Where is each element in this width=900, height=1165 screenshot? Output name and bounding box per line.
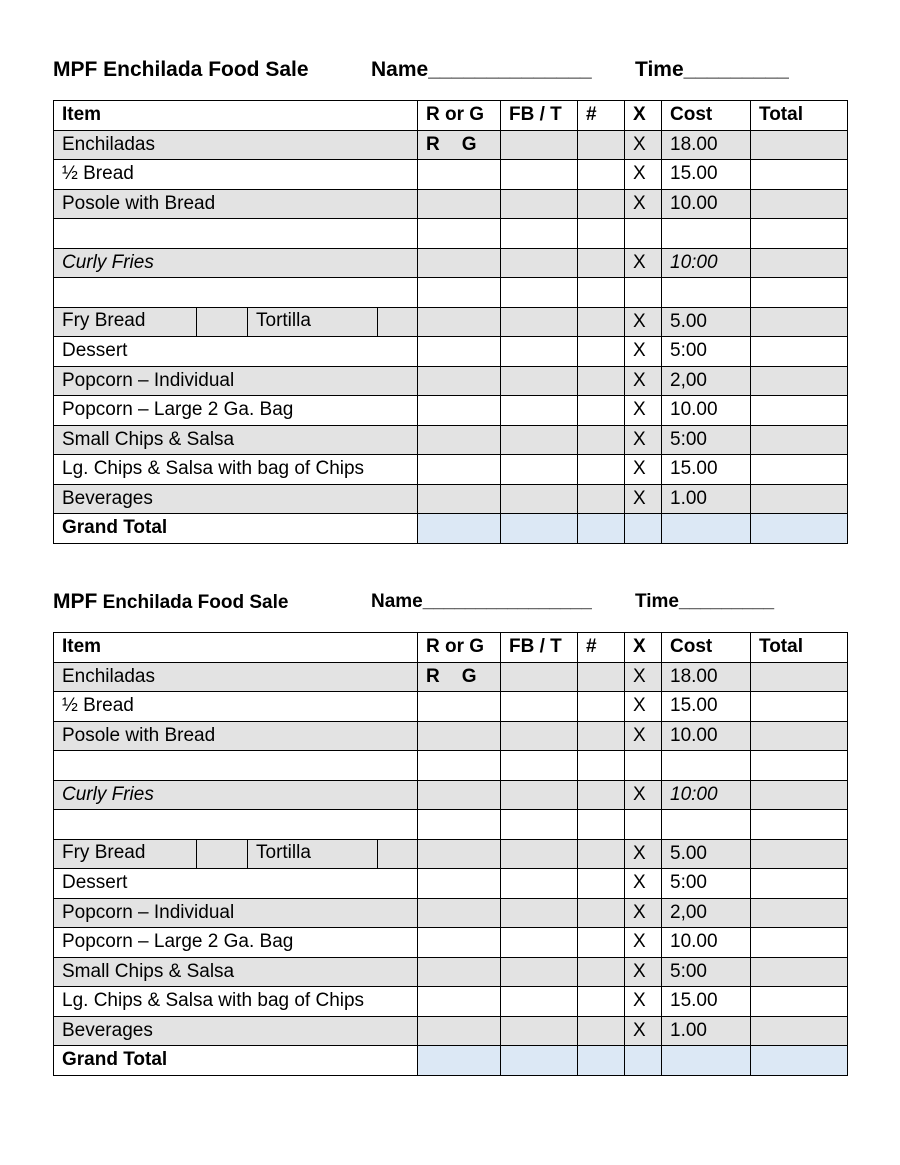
multiply-cell: X — [625, 662, 662, 692]
table-row — [54, 692, 848, 722]
multiply-cell: X — [625, 869, 662, 899]
cost-cell: 5:00 — [662, 425, 751, 455]
multiply-cell: X — [625, 396, 662, 426]
item-cell — [54, 219, 418, 249]
table-row — [54, 455, 848, 485]
total-cell[interactable] — [751, 987, 848, 1017]
table-row — [54, 189, 848, 219]
cost-cell: 15.00 — [662, 160, 751, 190]
quantity-cell[interactable] — [578, 455, 625, 485]
tortilla-qty-box[interactable] — [378, 840, 417, 868]
cost-cell — [662, 219, 751, 249]
quantity-cell[interactable] — [578, 1016, 625, 1046]
cost-cell: 5:00 — [662, 337, 751, 367]
column-header: Cost — [662, 101, 751, 131]
quantity-cell[interactable] — [578, 957, 625, 987]
r-or-g-cell[interactable] — [418, 839, 501, 869]
item-cell — [54, 307, 418, 337]
r-or-g-cell[interactable] — [418, 721, 501, 751]
grand-total-label: Grand Total — [54, 514, 418, 544]
tortilla-qty-box[interactable] — [378, 308, 417, 336]
item-cell: Beverages — [54, 484, 418, 514]
cost-cell — [662, 810, 751, 840]
cost-cell: 10:00 — [662, 780, 751, 810]
item-label: Fry Bread — [54, 840, 197, 868]
column-header: FB / T — [501, 633, 578, 663]
item-cell: Curly Fries — [54, 248, 418, 278]
total-cell[interactable] — [751, 366, 848, 396]
total-cell[interactable] — [751, 130, 848, 160]
r-or-g-cell[interactable] — [418, 307, 501, 337]
item-label: Fry Bread — [54, 308, 197, 336]
fb-t-cell[interactable] — [501, 396, 578, 426]
fb-t-cell[interactable] — [501, 898, 578, 928]
form-header — [53, 588, 847, 632]
grand-total-cell — [501, 514, 578, 544]
multiply-cell: X — [625, 189, 662, 219]
total-cell[interactable] — [751, 810, 848, 840]
fb-t-cell[interactable] — [501, 425, 578, 455]
total-cell[interactable] — [751, 692, 848, 722]
table-row — [54, 278, 848, 308]
cost-cell: 15.00 — [662, 987, 751, 1017]
cost-cell: 5:00 — [662, 869, 751, 899]
multiply-cell: X — [625, 455, 662, 485]
item-cell: Lg. Chips & Salsa with bag of Chips — [54, 455, 418, 485]
r-or-g-cell[interactable] — [418, 484, 501, 514]
fb-t-cell[interactable] — [501, 189, 578, 219]
table-row — [54, 396, 848, 426]
table-row — [54, 130, 848, 160]
table-row — [54, 307, 848, 337]
cost-cell: 5:00 — [662, 957, 751, 987]
multiply-cell: X — [625, 987, 662, 1017]
red-option[interactable]: R — [426, 133, 440, 155]
table-row — [54, 1016, 848, 1046]
grand-total-cell — [625, 514, 662, 544]
multiply-cell: X — [625, 780, 662, 810]
item-label: Tortilla — [248, 840, 378, 868]
grand-total-cell — [578, 1046, 625, 1076]
fry-bread-qty-box[interactable] — [197, 840, 248, 868]
r-or-g-cell[interactable] — [418, 928, 501, 958]
multiply-cell: X — [625, 484, 662, 514]
grand-total-value[interactable] — [751, 1046, 848, 1076]
item-cell: Popcorn – Individual — [54, 366, 418, 396]
grand-total-row — [54, 1046, 848, 1076]
multiply-cell: X — [625, 1016, 662, 1046]
name-field-label[interactable]: Name________________ — [371, 591, 592, 612]
item-cell: Enchiladas — [54, 130, 418, 160]
table-header-row — [54, 633, 848, 663]
total-cell[interactable] — [751, 337, 848, 367]
item-cell — [54, 278, 418, 308]
r-or-g-cell[interactable] — [418, 662, 501, 692]
multiply-cell: X — [625, 928, 662, 958]
grand-total-label: Grand Total — [54, 1046, 418, 1076]
title-rest: Enchilada Food Sale — [97, 592, 289, 613]
grand-total-cell — [501, 1046, 578, 1076]
item-cell: Dessert — [54, 337, 418, 367]
total-cell[interactable] — [751, 160, 848, 190]
r-or-g-cell[interactable] — [418, 957, 501, 987]
table-row — [54, 839, 848, 869]
item-cell: Beverages — [54, 1016, 418, 1046]
quantity-cell[interactable] — [578, 780, 625, 810]
cost-cell: 1.00 — [662, 1016, 751, 1046]
total-cell[interactable] — [751, 455, 848, 485]
table-row — [54, 751, 848, 781]
column-header: X — [625, 101, 662, 131]
table-row — [54, 928, 848, 958]
table-row — [54, 987, 848, 1017]
food-sale-form-1 — [53, 56, 847, 544]
total-cell[interactable] — [751, 307, 848, 337]
column-header: # — [578, 633, 625, 663]
r-or-g-cell[interactable] — [418, 1016, 501, 1046]
fb-t-cell[interactable] — [501, 721, 578, 751]
fb-t-cell[interactable] — [501, 987, 578, 1017]
multiply-cell: X — [625, 425, 662, 455]
total-cell[interactable] — [751, 248, 848, 278]
fb-t-cell[interactable] — [501, 692, 578, 722]
fb-t-cell[interactable] — [501, 484, 578, 514]
cost-cell: 10.00 — [662, 396, 751, 426]
total-cell[interactable] — [751, 751, 848, 781]
column-header: Item — [54, 101, 418, 131]
grand-total-row — [54, 514, 848, 544]
column-header: X — [625, 633, 662, 663]
fb-t-cell[interactable] — [501, 780, 578, 810]
fb-t-cell[interactable] — [501, 810, 578, 840]
grand-total-cell — [578, 514, 625, 544]
item-cell — [54, 839, 418, 869]
quantity-cell[interactable] — [578, 219, 625, 249]
quantity-cell[interactable] — [578, 692, 625, 722]
r-or-g-cell[interactable] — [418, 780, 501, 810]
item-cell — [54, 751, 418, 781]
quantity-cell[interactable] — [578, 189, 625, 219]
item-cell: Small Chips & Salsa — [54, 425, 418, 455]
column-header: # — [578, 101, 625, 131]
quantity-cell[interactable] — [578, 160, 625, 190]
order-table — [53, 100, 848, 544]
fb-t-cell[interactable] — [501, 928, 578, 958]
fb-t-cell[interactable] — [501, 307, 578, 337]
fb-t-cell[interactable] — [501, 248, 578, 278]
cost-cell: 15.00 — [662, 455, 751, 485]
title-prefix: MPF — [53, 58, 98, 81]
column-header: Item — [54, 633, 418, 663]
total-cell[interactable] — [751, 662, 848, 692]
quantity-cell[interactable] — [578, 721, 625, 751]
quantity-cell[interactable] — [578, 662, 625, 692]
table-row — [54, 248, 848, 278]
quantity-cell[interactable] — [578, 337, 625, 367]
green-option[interactable]: G — [461, 665, 477, 687]
multiply-cell: X — [625, 337, 662, 367]
quantity-cell[interactable] — [578, 810, 625, 840]
column-header: Cost — [662, 633, 751, 663]
item-cell: Popcorn – Large 2 Ga. Bag — [54, 928, 418, 958]
multiply-cell: X — [625, 839, 662, 869]
fb-t-cell[interactable] — [501, 337, 578, 367]
column-header: R or G — [418, 633, 501, 663]
quantity-cell[interactable] — [578, 751, 625, 781]
fb-t-cell[interactable] — [501, 219, 578, 249]
r-or-g-cell[interactable] — [418, 337, 501, 367]
table-row — [54, 425, 848, 455]
green-option[interactable]: G — [461, 133, 477, 155]
item-cell — [54, 810, 418, 840]
r-or-g-cell[interactable] — [418, 869, 501, 899]
fb-t-cell[interactable] — [501, 839, 578, 869]
total-cell[interactable] — [751, 1016, 848, 1046]
fb-t-cell[interactable] — [501, 1016, 578, 1046]
r-or-g-cell[interactable] — [418, 810, 501, 840]
quantity-cell[interactable] — [578, 987, 625, 1017]
multiply-cell: X — [625, 721, 662, 751]
quantity-cell[interactable] — [578, 898, 625, 928]
column-header: R or G — [418, 101, 501, 131]
quantity-cell[interactable] — [578, 484, 625, 514]
total-cell[interactable] — [751, 425, 848, 455]
cost-cell: 15.00 — [662, 692, 751, 722]
item-cell: Posole with Bread — [54, 721, 418, 751]
item-cell: Small Chips & Salsa — [54, 957, 418, 987]
item-cell: Lg. Chips & Salsa with bag of Chips — [54, 987, 418, 1017]
multiply-cell: X — [625, 957, 662, 987]
total-cell[interactable] — [751, 957, 848, 987]
order-table — [53, 632, 848, 1076]
r-or-g-cell[interactable] — [418, 898, 501, 928]
total-cell[interactable] — [751, 219, 848, 249]
time-field-label[interactable]: Time_________ — [635, 58, 789, 81]
multiply-cell: X — [625, 898, 662, 928]
red-option[interactable]: R — [426, 665, 440, 687]
form-header — [53, 56, 847, 100]
table-row — [54, 810, 848, 840]
item-cell: Curly Fries — [54, 780, 418, 810]
item-cell: ½ Bread — [54, 160, 418, 190]
table-row — [54, 484, 848, 514]
form-title — [53, 56, 309, 84]
total-cell[interactable] — [751, 780, 848, 810]
item-cell: ½ Bread — [54, 692, 418, 722]
total-cell[interactable] — [751, 898, 848, 928]
r-or-g-cell[interactable] — [418, 366, 501, 396]
item-cell: Popcorn – Large 2 Ga. Bag — [54, 396, 418, 426]
quantity-cell[interactable] — [578, 130, 625, 160]
grand-total-cell — [662, 1046, 751, 1076]
grand-total-cell — [418, 514, 501, 544]
r-or-g-cell[interactable] — [418, 396, 501, 426]
multiply-cell: X — [625, 130, 662, 160]
table-row — [54, 662, 848, 692]
table-row — [54, 366, 848, 396]
column-header: FB / T — [501, 101, 578, 131]
table-header-row — [54, 101, 848, 131]
total-cell[interactable] — [751, 928, 848, 958]
fb-t-cell[interactable] — [501, 957, 578, 987]
table-row — [54, 957, 848, 987]
fb-t-cell[interactable] — [501, 662, 578, 692]
name-field-label[interactable]: Name______________ — [371, 58, 592, 81]
fb-t-cell[interactable] — [501, 869, 578, 899]
fry-bread-qty-box[interactable] — [197, 308, 248, 336]
table-row — [54, 898, 848, 928]
multiply-cell: X — [625, 366, 662, 396]
table-row — [54, 160, 848, 190]
item-label: Tortilla — [248, 308, 378, 336]
multiply-cell: X — [625, 692, 662, 722]
r-or-g-cell[interactable] — [418, 189, 501, 219]
fb-t-cell[interactable] — [501, 278, 578, 308]
total-cell[interactable] — [751, 189, 848, 219]
r-or-g-cell[interactable] — [418, 692, 501, 722]
food-sale-form-2 — [53, 588, 847, 1076]
cost-cell: 10.00 — [662, 189, 751, 219]
table-row — [54, 337, 848, 367]
quantity-cell[interactable] — [578, 425, 625, 455]
total-cell[interactable] — [751, 484, 848, 514]
r-or-g-cell[interactable] — [418, 160, 501, 190]
table-row — [54, 721, 848, 751]
quantity-cell[interactable] — [578, 307, 625, 337]
title-rest: Enchilada Food Sale — [97, 58, 309, 81]
r-or-g-cell[interactable] — [418, 425, 501, 455]
fb-t-cell[interactable] — [501, 751, 578, 781]
item-cell: Dessert — [54, 869, 418, 899]
cost-cell: 5.00 — [662, 307, 751, 337]
table-row — [54, 869, 848, 899]
multiply-cell — [625, 751, 662, 781]
quantity-cell[interactable] — [578, 278, 625, 308]
item-cell: Posole with Bread — [54, 189, 418, 219]
cost-cell: 1.00 — [662, 484, 751, 514]
fb-t-cell[interactable] — [501, 130, 578, 160]
total-cell[interactable] — [751, 839, 848, 869]
cost-cell: 18.00 — [662, 662, 751, 692]
r-or-g-cell[interactable] — [418, 248, 501, 278]
cost-cell: 2,00 — [662, 366, 751, 396]
time-field-label[interactable]: Time_________ — [635, 591, 775, 612]
table-row — [54, 780, 848, 810]
item-cell: Popcorn – Individual — [54, 898, 418, 928]
multiply-cell — [625, 219, 662, 249]
cost-cell: 10:00 — [662, 248, 751, 278]
total-cell[interactable] — [751, 396, 848, 426]
r-or-g-cell[interactable] — [418, 455, 501, 485]
quantity-cell[interactable] — [578, 248, 625, 278]
total-cell[interactable] — [751, 721, 848, 751]
total-cell[interactable] — [751, 869, 848, 899]
fb-t-cell[interactable] — [501, 160, 578, 190]
r-or-g-cell[interactable] — [418, 130, 501, 160]
fb-t-cell[interactable] — [501, 455, 578, 485]
cost-cell: 5.00 — [662, 839, 751, 869]
quantity-cell[interactable] — [578, 839, 625, 869]
cost-cell: 10.00 — [662, 721, 751, 751]
cost-cell — [662, 751, 751, 781]
multiply-cell — [625, 278, 662, 308]
quantity-cell[interactable] — [578, 366, 625, 396]
grand-total-cell — [418, 1046, 501, 1076]
cost-cell — [662, 278, 751, 308]
cost-cell: 10.00 — [662, 928, 751, 958]
multiply-cell: X — [625, 248, 662, 278]
column-header: Total — [751, 101, 848, 131]
title-prefix: MPF — [53, 590, 98, 613]
quantity-cell[interactable] — [578, 928, 625, 958]
total-cell[interactable] — [751, 278, 848, 308]
form-title — [53, 588, 288, 617]
table-row — [54, 219, 848, 249]
cost-cell: 18.00 — [662, 130, 751, 160]
r-or-g-cell[interactable] — [418, 751, 501, 781]
quantity-cell[interactable] — [578, 869, 625, 899]
multiply-cell — [625, 810, 662, 840]
grand-total-cell — [662, 514, 751, 544]
multiply-cell: X — [625, 307, 662, 337]
column-header: Total — [751, 633, 848, 663]
r-or-g-cell[interactable] — [418, 987, 501, 1017]
fb-t-cell[interactable] — [501, 366, 578, 396]
multiply-cell: X — [625, 160, 662, 190]
cost-cell: 2,00 — [662, 898, 751, 928]
grand-total-value[interactable] — [751, 514, 848, 544]
r-or-g-cell[interactable] — [418, 278, 501, 308]
quantity-cell[interactable] — [578, 396, 625, 426]
grand-total-cell — [625, 1046, 662, 1076]
item-cell: Enchiladas — [54, 662, 418, 692]
r-or-g-cell[interactable] — [418, 219, 501, 249]
